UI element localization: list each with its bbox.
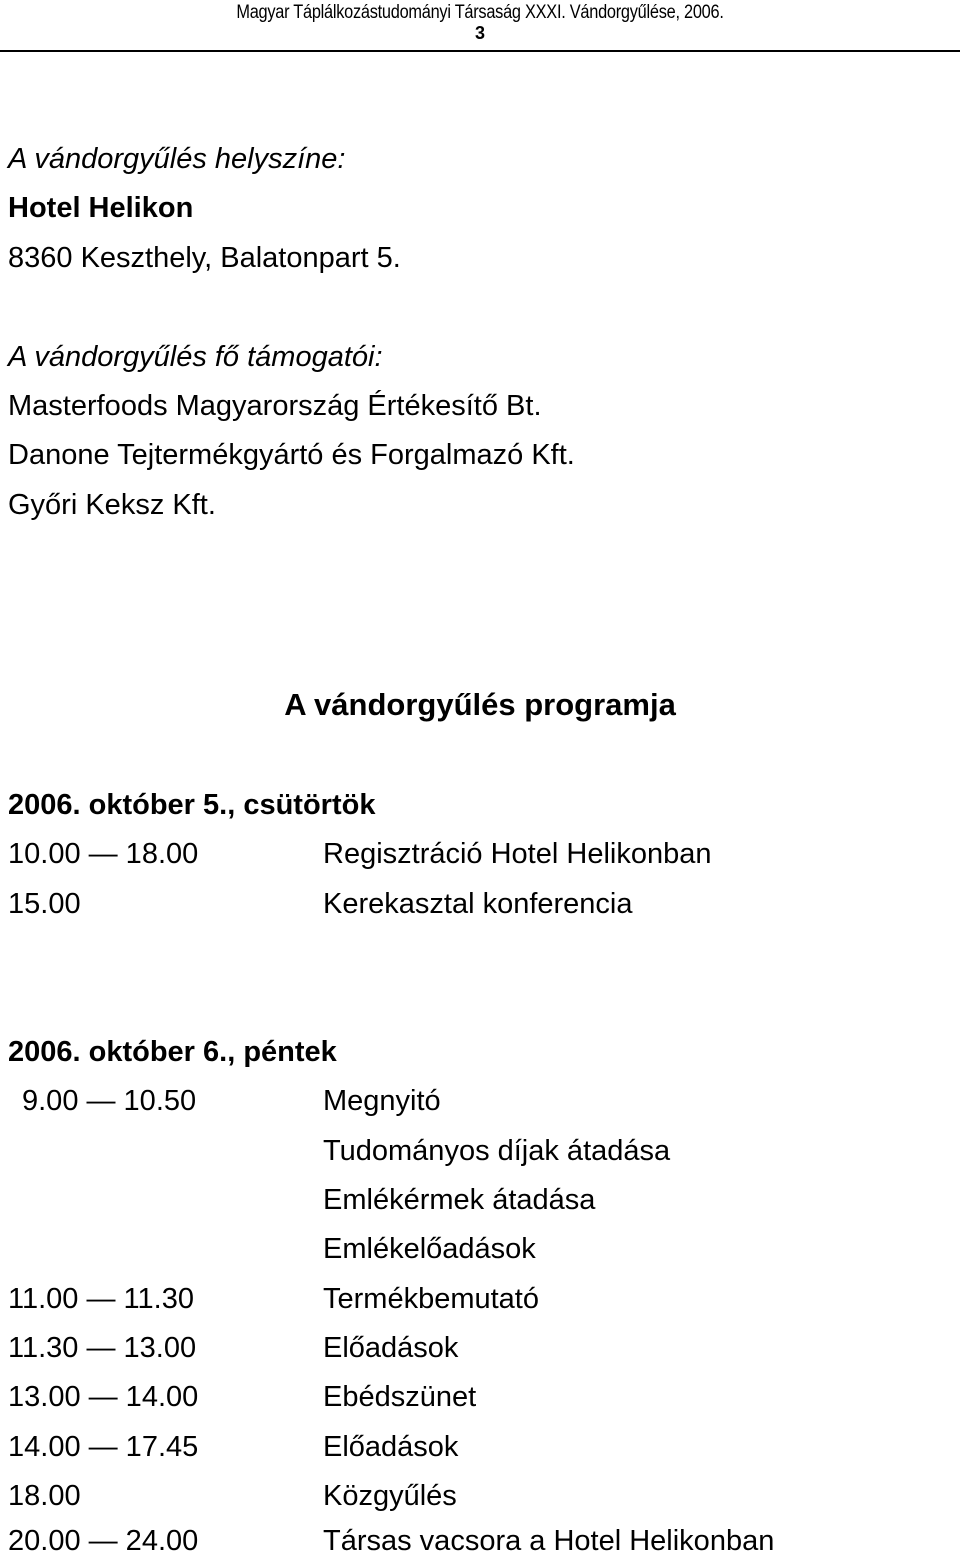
header-title: Magyar Táplálkozástudományi Társaság XXXI. Vándorgyűlése, 2006. <box>236 2 724 23</box>
schedule-row <box>8 1281 948 1317</box>
schedule-event: Tudományos díjak átadása <box>323 1135 671 1167</box>
schedule-time: 13.00 — 14.00 <box>8 1381 199 1413</box>
schedule-row <box>8 1523 948 1559</box>
schedule-event: Emlékelőadások <box>323 1233 536 1265</box>
schedule-row <box>8 1083 948 1119</box>
schedule-event: Megnyitó <box>323 1085 441 1117</box>
schedule-time: 15.00 <box>8 888 81 920</box>
schedule-time: 10.00 — 18.00 <box>8 838 199 870</box>
schedule-time: 11.00 — 11.30 <box>8 1283 194 1315</box>
schedule-row <box>8 1133 948 1169</box>
day-date: 2006. október 5., csütörtök <box>8 789 376 821</box>
schedule-row <box>8 1231 948 1267</box>
sponsor-item: Győri Keksz Kft. <box>8 489 216 521</box>
schedule-event: Kerekasztal konferencia <box>323 888 633 920</box>
schedule-row <box>8 1182 948 1218</box>
schedule-row <box>8 1429 948 1465</box>
schedule-time: 20.00 — 24.00 <box>8 1525 199 1557</box>
schedule-time: 9.00 — 10.50 <box>22 1085 197 1117</box>
schedule-row <box>8 886 948 922</box>
schedule-event: Termékbemutató <box>323 1283 539 1315</box>
schedule-event: Emlékérmek átadása <box>323 1184 596 1216</box>
schedule-row <box>8 1478 948 1514</box>
schedule-row <box>8 1330 948 1366</box>
page-number: 3 <box>474 23 485 43</box>
sponsors-label: A vándorgyűlés fő támogatói: <box>8 341 383 373</box>
schedule-event: Előadások <box>323 1431 459 1463</box>
venue-label: A vándorgyűlés helyszíne: <box>8 143 346 175</box>
page-header <box>0 0 960 52</box>
schedule-time: 18.00 <box>8 1480 81 1512</box>
schedule-event: Regisztráció Hotel Helikonban <box>323 838 712 870</box>
schedule-event: Közgyűlés <box>323 1480 457 1512</box>
schedule-event: Előadások <box>323 1332 459 1364</box>
schedule-event: Társas vacsora a Hotel Helikonban <box>323 1525 775 1557</box>
schedule-event: Ebédszünet <box>323 1381 477 1413</box>
sponsor-item: Danone Tejtermékgyártó és Forgalmazó Kft. <box>8 439 575 471</box>
schedule-row <box>8 836 948 872</box>
venue-name: Hotel Helikon <box>8 192 194 224</box>
day-date: 2006. október 6., péntek <box>8 1036 337 1068</box>
program-title: A vándorgyűlés programja <box>284 687 676 722</box>
schedule-time: 11.30 — 13.00 <box>8 1332 197 1364</box>
schedule-time: 14.00 — 17.45 <box>8 1431 199 1463</box>
schedule-row <box>8 1379 948 1415</box>
venue-address: 8360 Keszthely, Balatonpart 5. <box>8 242 401 274</box>
sponsor-item: Masterfoods Magyarország Értékesítő Bt. <box>8 390 542 422</box>
